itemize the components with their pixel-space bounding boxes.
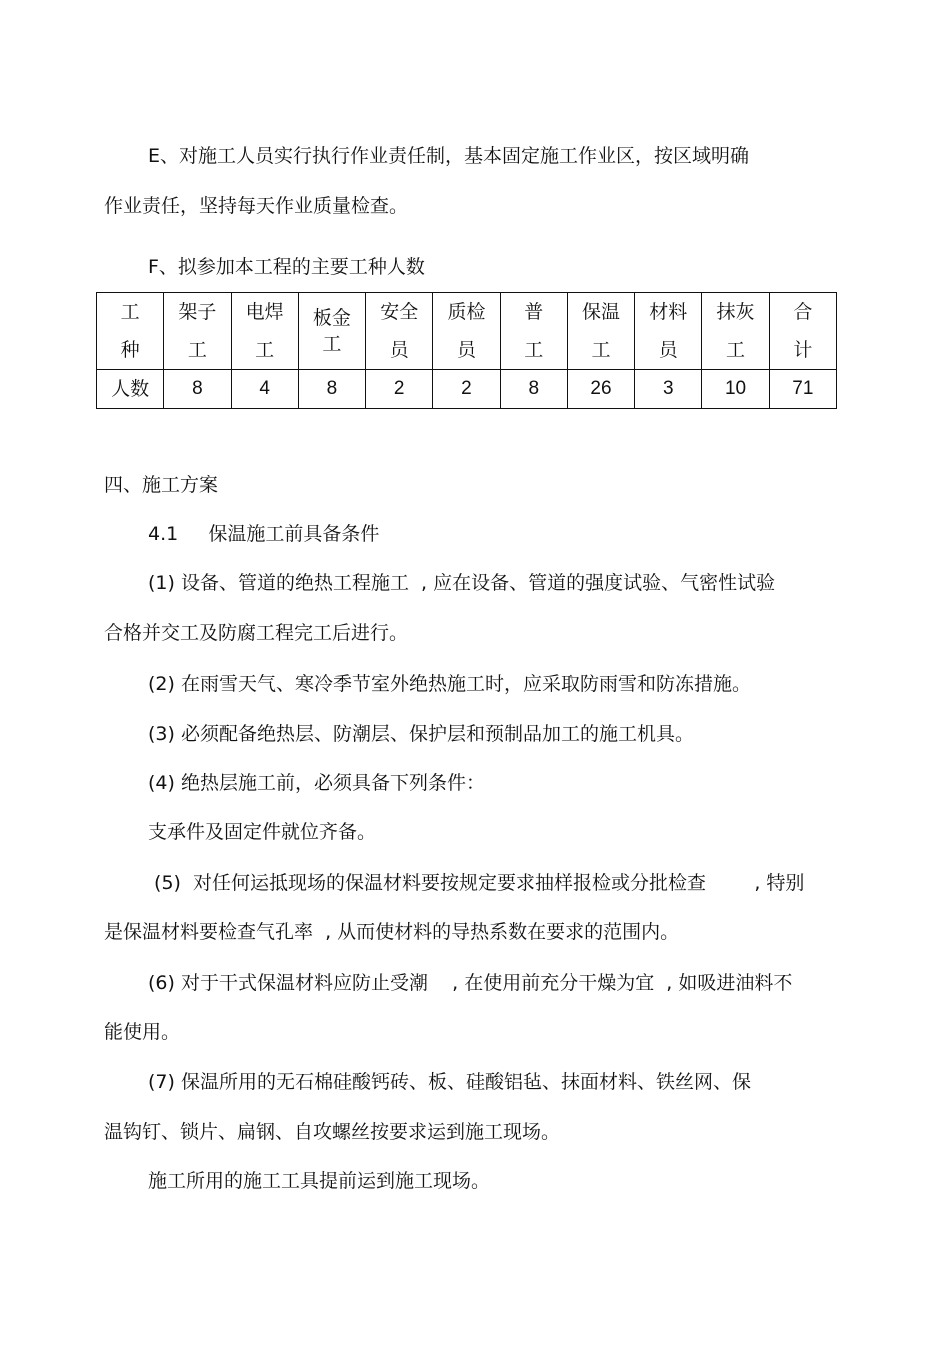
- paragraph-8: 施工所用的施工工具提前运到施工现场。: [148, 1170, 491, 1192]
- paragraph-2: (2) 在雨雪天气、寒冷季节室外绝热施工时，应采取防雨雪和防冻措施。: [148, 673, 751, 695]
- paragraph-f-title: F、拟参加本工程的主要工种人数: [148, 256, 425, 278]
- paragraph-1-line2: 合格并交工及防腐工程完工后进行。: [104, 622, 409, 644]
- value-cell: 10: [702, 370, 769, 409]
- row-label-cell: 人数: [97, 370, 164, 409]
- header-cell: 安全 员: [366, 293, 433, 370]
- header-cell: 抹灰 工: [702, 293, 769, 370]
- header-cell: 质检 员: [433, 293, 500, 370]
- header-cell: 工 种: [97, 293, 164, 370]
- table-header-row: [97, 293, 837, 370]
- header-cell: 保温 工: [567, 293, 634, 370]
- header-cell: 合 计: [769, 293, 836, 370]
- header-cell: 材料 员: [635, 293, 702, 370]
- value-cell: 26: [567, 370, 634, 409]
- paragraph-6-line2: 能使用。: [104, 1021, 181, 1043]
- paragraph-1-line1: (1) 设备、管道的绝热工程施工 , 应在设备、管道的强度试验、气密性试验: [148, 572, 776, 594]
- paragraph-5-line1: (5) 对任何运抵现场的保温材料要按规定要求抽样报检或分批检查 , 特别: [148, 872, 805, 894]
- worker-count-table: [96, 292, 837, 409]
- value-cell: 2: [366, 370, 433, 409]
- header-cell: 板金 工: [298, 293, 365, 370]
- header-cell: 普 工: [500, 293, 567, 370]
- value-cell: 8: [298, 370, 365, 409]
- value-cell: 2: [433, 370, 500, 409]
- paragraph-e-line1: E、对施工人员实行执行作业责任制，基本固定施工作业区，按区域明确: [148, 145, 750, 167]
- paragraph-3: (3) 必须配备绝热层、防潮层、保护层和预制品加工的施工机具。: [148, 723, 694, 745]
- subsection-4-1: 4.1 保温施工前具备条件: [148, 523, 380, 545]
- value-cell: 71: [769, 370, 836, 409]
- paragraph-6-line1: (6) 对于干式保温材料应防止受潮 , 在使用前充分干燥为宜 , 如吸进油料不: [148, 972, 793, 994]
- paragraph-5-line2: 是保温材料要检查气孔率 , 从而使材料的导热系数在要求的范围内。: [104, 921, 680, 943]
- paragraph-4: (4) 绝热层施工前，必须具备下列条件：: [148, 772, 485, 794]
- section-heading-4: 四、施工方案: [104, 474, 219, 496]
- header-cell: 电焊 工: [231, 293, 298, 370]
- value-cell: 3: [635, 370, 702, 409]
- value-cell: 8: [164, 370, 231, 409]
- table-row: [97, 370, 837, 409]
- value-cell: 4: [231, 370, 298, 409]
- value-cell: 8: [500, 370, 567, 409]
- paragraph-7-line2: 温钩钉、锁片、扁钢、自攻螺丝按要求运到施工现场。: [104, 1121, 561, 1143]
- paragraph-4-sub: 支承件及固定件就位齐备。: [148, 821, 377, 843]
- paragraph-7-line1: (7) 保温所用的无石棉硅酸钙砖、板、硅酸铝毡、抹面材料、铁丝网、保: [148, 1071, 751, 1093]
- paragraph-e-line2: 作业责任，坚持每天作业质量检查。: [104, 195, 409, 217]
- header-cell: 架子 工: [164, 293, 231, 370]
